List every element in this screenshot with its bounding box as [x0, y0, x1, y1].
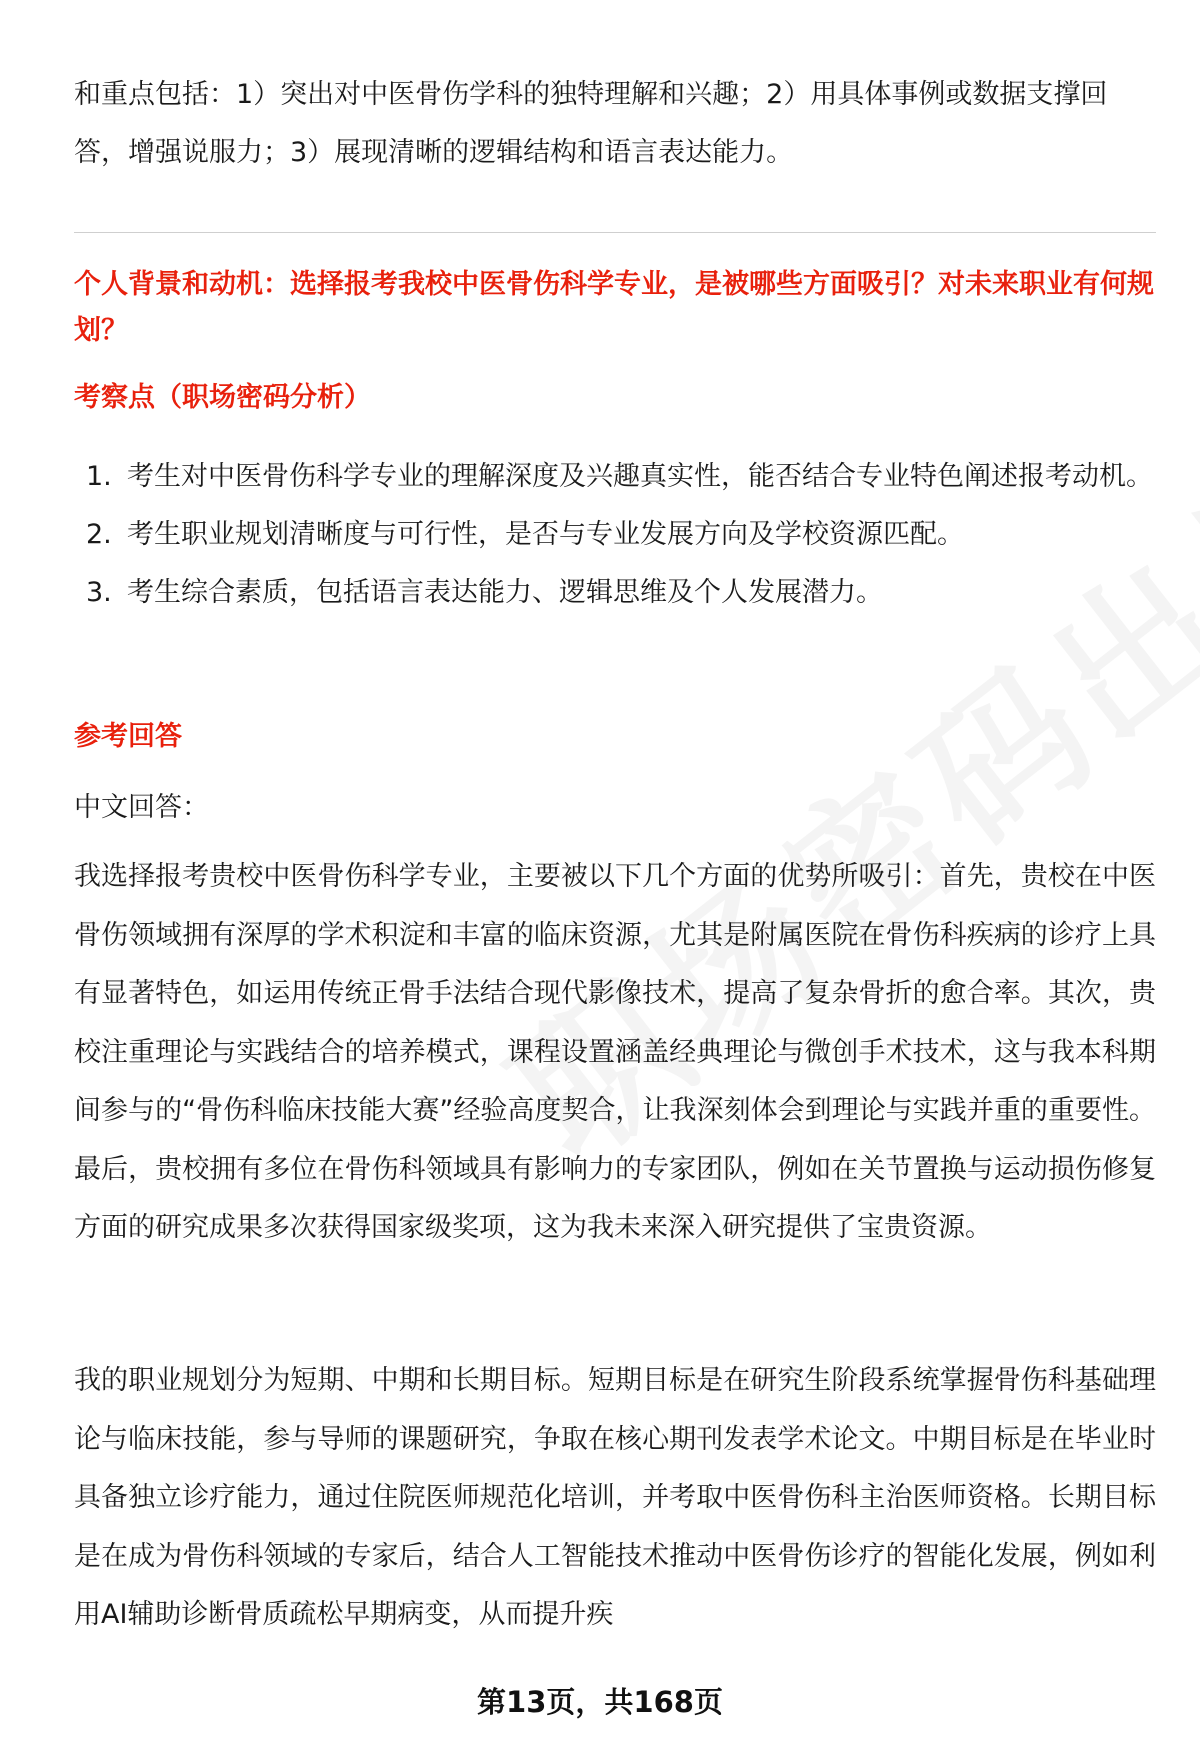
list-number: 1. [86, 461, 112, 492]
answer-paragraph-1: 我选择报考贵校中医骨伤科学专业，主要被以下几个方面的优势所吸引：首先，贵校在中医骨伤领域拥有深厚的学术积淀和丰富的临床资源，尤其是附属医院在骨伤科疾病的诊疗上具有显著特色，如运用传统正骨手法结合现代影像技术，提高了复杂骨折的愈合率。其次，贵校注重理论与实践结合的培养模式，课程设置涵盖经典理论与微创手术技术，这与我本科期间参与的“骨伤科临床技能大赛”经验高度契合，让我深刻体会到理论与实践并重的重要性。最后，贵校拥有多位在骨伤科领域具有影响力的专家团队，例如在关节置换与运动损伤修复方面的研究成果多次获得国家级奖项，这为我未来深入研究提供了宝贵资源。 [74, 861, 1156, 1243]
exam-points-heading: 考察点（职场密码分析） [74, 382, 371, 413]
list-item [74, 448, 1156, 506]
reference-answer-heading: 参考回答 [74, 721, 182, 752]
list-item-text: 考生综合素质，包括语言表达能力、逻辑思维及个人发展潜力。 [127, 577, 883, 608]
list-number: 2. [86, 519, 112, 550]
list-item [74, 506, 1156, 564]
list-item-text: 考生对中医骨伤科学专业的理解深度及兴趣真实性，能否结合专业特色阐述报考动机。 [127, 461, 1153, 492]
divider [74, 232, 1156, 233]
list-item-text: 考生职业规划清晰度与可行性，是否与专业发展方向及学校资源匹配。 [127, 519, 964, 550]
question-title: 个人背景和动机：选择报考我校中医骨伤科学专业，是被哪些方面吸引？对未来职业有何规划？ [74, 269, 1154, 346]
answer-language-label: 中文回答： [74, 792, 209, 823]
intro-paragraph: 和重点包括：1）突出对中医骨伤学科的独特理解和兴趣；2）用具体事例或数据支撑回答，增强说服力；3）展现清晰的逻辑结构和语言表达能力。 [74, 79, 1108, 168]
list-item [74, 564, 1156, 622]
exam-points-list [74, 448, 1156, 622]
answer-paragraph-2: 我的职业规划分为短期、中期和长期目标。短期目标是在研究生阶段系统掌握骨伤科基础理论与临床技能，参与导师的课题研究，争取在核心期刊发表学术论文。中期目标是在毕业时具备独立诊疗能力，通过住院医师规范化培训，并考取中医骨伤科主治医师资格。长期目标是在成为骨伤科领域的专家后，结合人工智能技术推动中医骨伤诊疗的智能化发展，例如利用AI辅助诊断骨质疏松早期病变，从而提升疾 [74, 1365, 1156, 1630]
list-number: 3. [86, 577, 112, 608]
page-number-footer: 第13页，共168页 [477, 1685, 723, 1719]
